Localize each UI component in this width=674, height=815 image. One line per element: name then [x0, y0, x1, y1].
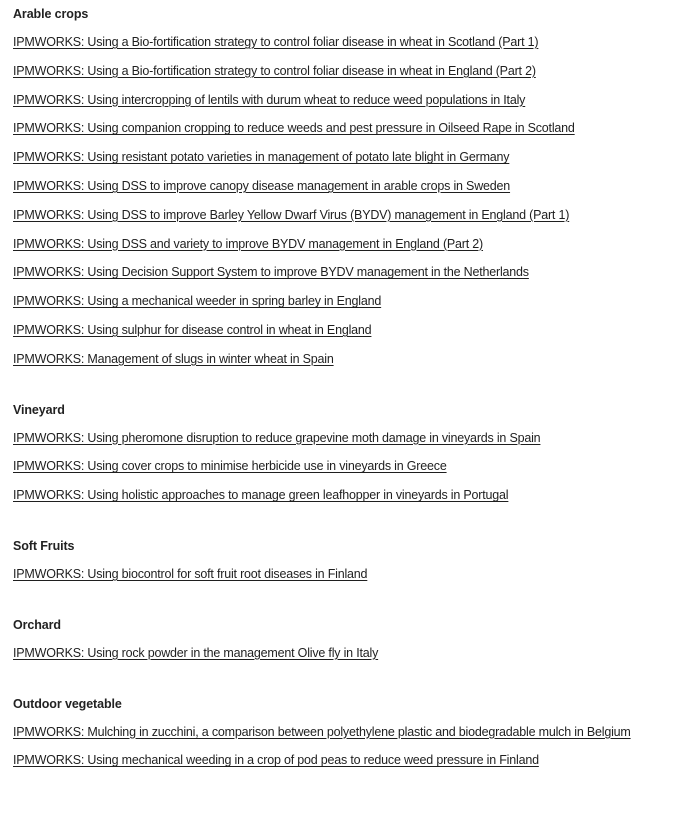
case-study-link[interactable]: IPMWORKS: Using DSS to improve Barley Yellow Dwarf Virus (BYDV) management in England (Part 1) [13, 207, 570, 222]
link-list [13, 28, 674, 374]
list-item [13, 143, 674, 172]
list-item [13, 230, 674, 259]
link-list [13, 560, 674, 589]
list-item [13, 201, 674, 230]
section-title: Arable crops [13, 7, 89, 21]
list-item [13, 258, 674, 287]
case-study-link[interactable]: IPMWORKS: Using DSS to improve canopy disease management in arable crops in Sweden [13, 178, 511, 193]
list-item [13, 481, 674, 510]
section-title: Orchard [13, 617, 61, 632]
section-title: Soft Fruits [13, 538, 75, 553]
list-item [13, 57, 674, 86]
list-item [13, 316, 674, 345]
case-study-link[interactable]: IPMWORKS: Using Decision Support System to improve BYDV management in the Netherlands [13, 265, 529, 280]
section-outdoor-vegetable [13, 696, 674, 776]
case-study-link[interactable]: IPMWORKS: Using mechanical weeding in a crop of pod peas to reduce weed pressure in Finland [13, 753, 539, 768]
list-item [13, 86, 674, 115]
list-item [13, 560, 674, 589]
case-study-link[interactable]: IPMWORKS: Using sulphur for disease control in wheat in England [13, 322, 372, 337]
case-study-link[interactable]: IPMWORKS: Using holistic approaches to manage green leafhopper in vineyards in Portugal [13, 488, 509, 503]
case-study-link[interactable]: IPMWORKS: Using DSS and variety to improve BYDV management in England (Part 2) [13, 236, 484, 251]
list-item [13, 345, 674, 374]
section-vineyard [13, 402, 674, 510]
case-study-link[interactable]: IPMWORKS: Using companion cropping to reduce weeds and pest pressure in Oilseed Rape in Scotland [13, 121, 575, 136]
link-list [13, 639, 674, 668]
case-study-link[interactable]: IPMWORKS: Mulching in zucchini, a comparison between polyethylene plastic and biodegradable mulch in Belgium [13, 724, 631, 739]
case-study-link[interactable]: IPMWORKS: Using rock powder in the management Olive fly in Italy [13, 645, 379, 660]
list-item [13, 718, 674, 747]
section-arable-crops [13, 6, 674, 374]
case-study-link[interactable]: IPMWORKS: Using a Bio-fortification strategy to control foliar disease in wheat in Scotland (Part 1) [13, 35, 539, 49]
list-item [13, 639, 674, 668]
case-study-link[interactable]: IPMWORKS: Using pheromone disruption to reduce grapevine moth damage in vineyards in Spain [13, 430, 541, 445]
list-item [13, 452, 674, 481]
section-orchard [13, 617, 674, 668]
list-item [13, 746, 674, 775]
case-study-link[interactable]: IPMWORKS: Using a mechanical weeder in spring barley in England [13, 294, 382, 309]
section-soft-fruits [13, 538, 674, 589]
case-study-link[interactable]: IPMWORKS: Using cover crops to minimise herbicide use in vineyards in Greece [13, 459, 447, 474]
link-list [13, 424, 674, 510]
link-list [13, 718, 674, 776]
case-study-link[interactable]: IPMWORKS: Management of slugs in winter wheat in Spain [13, 351, 334, 366]
list-item [13, 287, 674, 316]
case-study-link[interactable]: IPMWORKS: Using biocontrol for soft fruit root diseases in Finland [13, 566, 368, 581]
list-item [13, 114, 674, 143]
case-study-link[interactable]: IPMWORKS: Using a Bio-fortification strategy to control foliar disease in wheat in England (Part 2) [13, 63, 536, 78]
list-item [13, 28, 674, 57]
section-title: Vineyard [13, 402, 65, 417]
list-item [13, 424, 674, 453]
section-title: Outdoor vegetable [13, 696, 122, 711]
case-study-link[interactable]: IPMWORKS: Using intercropping of lentils with durum wheat to reduce weed populations in Italy [13, 92, 526, 107]
list-item [13, 172, 674, 201]
case-study-link[interactable]: IPMWORKS: Using resistant potato varieties in management of potato late blight in Germany [13, 150, 510, 165]
